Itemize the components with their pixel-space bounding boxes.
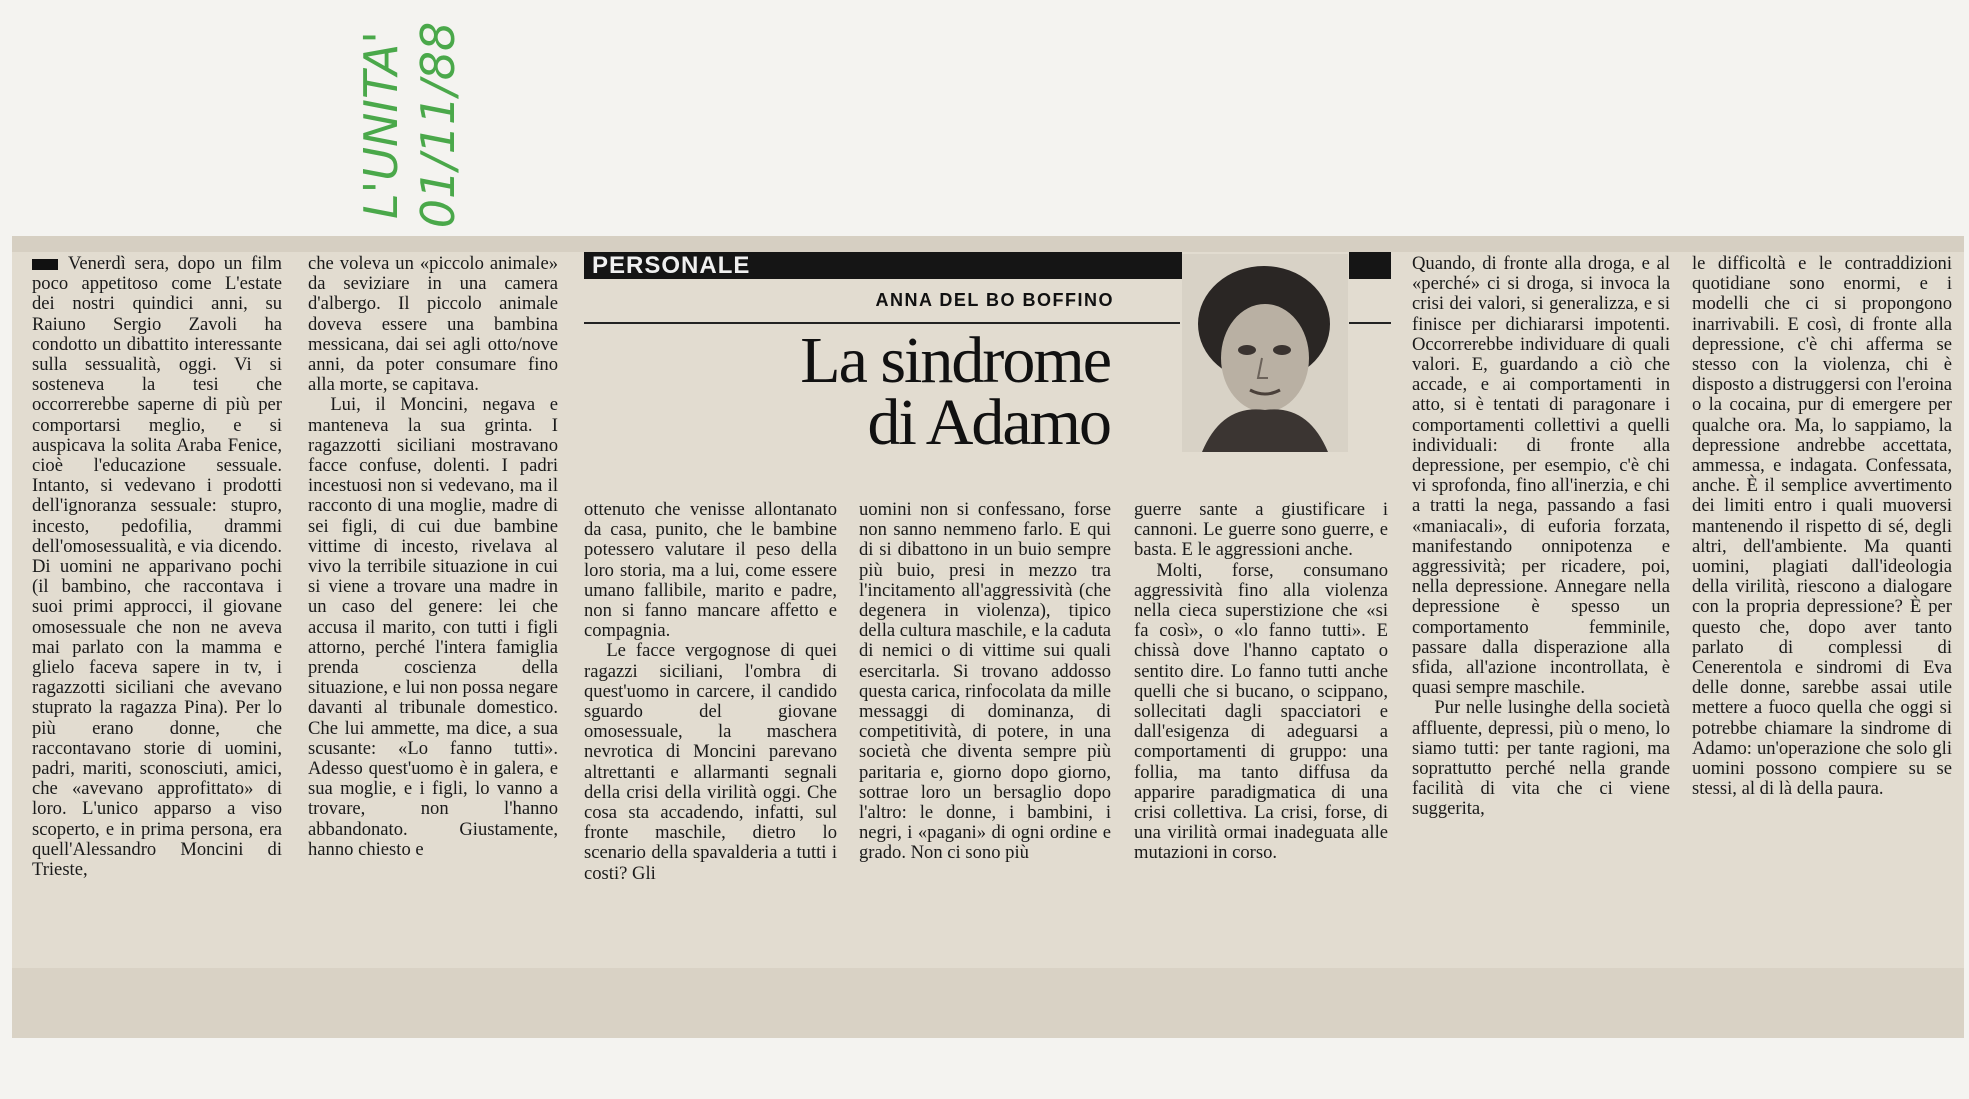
article-column-7 [1692, 254, 1952, 799]
author-portrait [1182, 254, 1348, 452]
paragraph: Le facce vergognose di quei ragazzi siciliani, l'ombra di quest'uomo in carcere, il candido sguardo del giovane omosessuale, la maschera nevrotica di Moncini parevano altrettanti e allarmanti segnali della crisi della virilità oggi. Che cosa sta accadendo, infatti, sul fronte maschile, dietro lo scenario della spavalderia a tutti i costi? Gli [584, 640, 837, 884]
article-headline [700, 324, 1110, 459]
handwritten-date-note [315, 21, 505, 229]
article-column-1 [32, 254, 282, 880]
paragraph: guerre sante a giustificare i cannoni. Le guerre sono guerre, e basta. E le aggressioni anche. [1134, 499, 1388, 561]
rubric-bar-end [1349, 252, 1391, 279]
paragraph: ottenuto che venisse allontanato da casa, punito, che le bambine potessero valutare il peso della loro storia, ma a lui, come essere umano fallibile, marito e padre, non si fanno mancare affetto e compagnia. [584, 499, 837, 642]
article-column-5 [1134, 500, 1388, 864]
portrait-photo-icon [1182, 254, 1348, 452]
handwritten-source: L'UNITA' [353, 31, 408, 219]
paragraph: Molti, forse, consumano aggressività fino alla violenza nella cieca superstizione che «si fa così», o «lo fanno tutti». E chissà dove l'hanno captato o sentito dire. Lo fanno tutti anche quelli che si bucano, o scippano, sollecitati dagli spacciatori e dall'esigenza di adeguarsi a comportamenti di gruppo: una follia, ma tanto diffusa da apparire paradigmatica di una crisi collettiva. La crisi, forse, di una virilità ormai inadeguata alle mutazioni in corso. [1134, 559, 1388, 864]
rubric-label: PERSONALE [592, 252, 751, 279]
author-byline: ANNA DEL BO BOFFINO [875, 290, 1114, 310]
paragraph: che voleva un «piccolo animale» da seviziare in una camera d'albergo. Il piccolo animale doveva essere una bambina messicana, dai sei agli otto/nove anni, da poter consumare fino alla morte, se capitava. [308, 253, 558, 396]
headline-line: di Adamo [867, 386, 1110, 459]
paragraph: Quando, di fronte alla droga, e al «perché» ci si droga, si invoca la crisi dei valori, si generalizza, e si finisce per dichiararsi impotenti. Occorrerebbe individuare di quali valori. E, guardando a ciò che accade, e ai comportamenti in atto, si è tentati di paragonare i comportamenti collettivi a quelli individuali: di fronte alla depressione, per esempio, c'è chi vi sprofonda, fino all'inerzia, e chi a tratti la nega, passando a fasi «maniacali», di euforia forzata, manifestando onnipotenza e aggressività; per ricadere, poi, nella depressione. Annegare nella depressione è spesso un comportamento femminile, passare dalla disperazione alla sfida, all'azione incontrollata, è quasi sempre maschile. [1412, 253, 1670, 699]
clipping-top-edge [12, 236, 1964, 252]
paragraph [32, 254, 282, 880]
headline-line: La sindrome [800, 324, 1110, 397]
article-column-4 [859, 500, 1111, 864]
handwritten-date: 01/11/88 [411, 21, 465, 229]
paragraph: Pur nelle lusinghe della società affluente, depressi, più o meno, lo siamo tutti: per tante ragioni, ma soprattutto perché nella grande facilità di vita che ci viene suggerita, [1412, 697, 1670, 820]
article-column-6 [1412, 254, 1670, 820]
article-column-2 [308, 254, 558, 860]
rubric-bar [584, 252, 1182, 279]
lead-marker [32, 259, 58, 270]
byline-rule-right [1349, 322, 1391, 324]
paragraph: Lui, il Moncini, negava e manteneva la sua grinta. I ragazzotti siciliani mostravano facce confuse, dolenti. I padri incestuosi non si vedevano, ma il racconto di una moglie, madre di sei figli, di cui due bambine vittime di incesto, rivelava al vivo la terribile situazione in cui si viene a trovare una madre in un caso del genere: lei che accusa il marito, con tutti i figli attorno, perché l'intera famiglia prenda coscienza della situazione, e lui non possa negare davanti al tribunale domestico. Che lui ammette, ma dice, a sua scusante: «Lo fanno tutti». Adesso quest'uomo è in galera, e sua moglie, e i figli, lo vanno a trovare, non l'hanno abbandonato. Giustamente, hanno chiesto e [308, 394, 558, 860]
paragraph-text: Venerdì sera, dopo un film poco appetitoso come L'estate dei nostri quindici anni, su Raiuno Sergio Zavoli ha condotto un dibattito interessante sulla sessualità, oggi. Vi si sosteneva la tesi che occorrerebbe saperne di più per comportarsi meglio, e si auspicava la solita Araba Fenice, cioè l'educazione sessuale. Intanto, si vedevano i prodotti dell'ignoranza sessuale: stupro, incesto, pedofilia, drammi dell'omosessualità, e via dicendo. Di uomini ne apparivano pochi (il bambino, che raccontava i suoi primi approcci, il giovane omosessuale che non ne aveva mai parlato con la mamma e glielo faceva sapere in tv, i ragazzotti siciliani che avevano stuprato la ragazza Pina). Per lo più erano donne, che raccontavano storie di uomini, padri, mariti, sconosciuti, amici, che «avevano approfittato» di loro. L'unico apparso a viso scoperto, e in prima persona, era quell'Alessandro Moncini di Trieste, [32, 253, 282, 881]
paragraph: uomini non si confessano, forse non sanno nemmeno farlo. E qui di si dibattono in un buio sempre più buio, presi in mezzo tra l'incitamento all'aggressività (che degenera in violenza), tipico della cultura maschile, e la caduta di nemici o di vittime sui quali esercitarla. Si trovano addosso questa carica, rinfocolata da mille messaggi di dominanza, di competitività, di potere, in una società che diventa sempre più paritaria e, giorno dopo giorno, sottrae loro un bersaglio dopo l'altro: le donne, i bambini, i negri, i «pagani» di ogni ordine e grado. Non ci sono più [859, 499, 1111, 864]
paragraph: le difficoltà e le contraddizioni quotidiane sono enormi, e i modelli che ci si propongono inarrivabili. E così, di fronte alla depressione, c'è chi afferma se stesso con la violenza, chi è disposto a distruggersi con l'eroina o la cocaina, pur di emergere per qualche ora. Ma, lo sappiamo, la depressione andrebbe accettata, ammessa, e indagata. Confessata, anche. È il semplice avvertimento dei limiti entro i quali muoversi mantenendo il rispetto di sé, degli altri, dell'ambiente. Ma quanti uomini, plagiati dall'ideologia della virilità, riescono a dialogare con la propria depressione? È per questo che, dopo aver tanto parlato di complessi di Cenerentola e sindromi di Eva delle donne, sarebbe assai utile mettere a fuoco quella che oggi si potrebbe chiamare la sindrome di Adamo: un'operazione che solo gli uomini possono compiere su se stessi, al di là della paura. [1692, 253, 1952, 800]
article-column-3 [584, 500, 837, 884]
clipping-bottom-edge [12, 968, 1964, 1038]
